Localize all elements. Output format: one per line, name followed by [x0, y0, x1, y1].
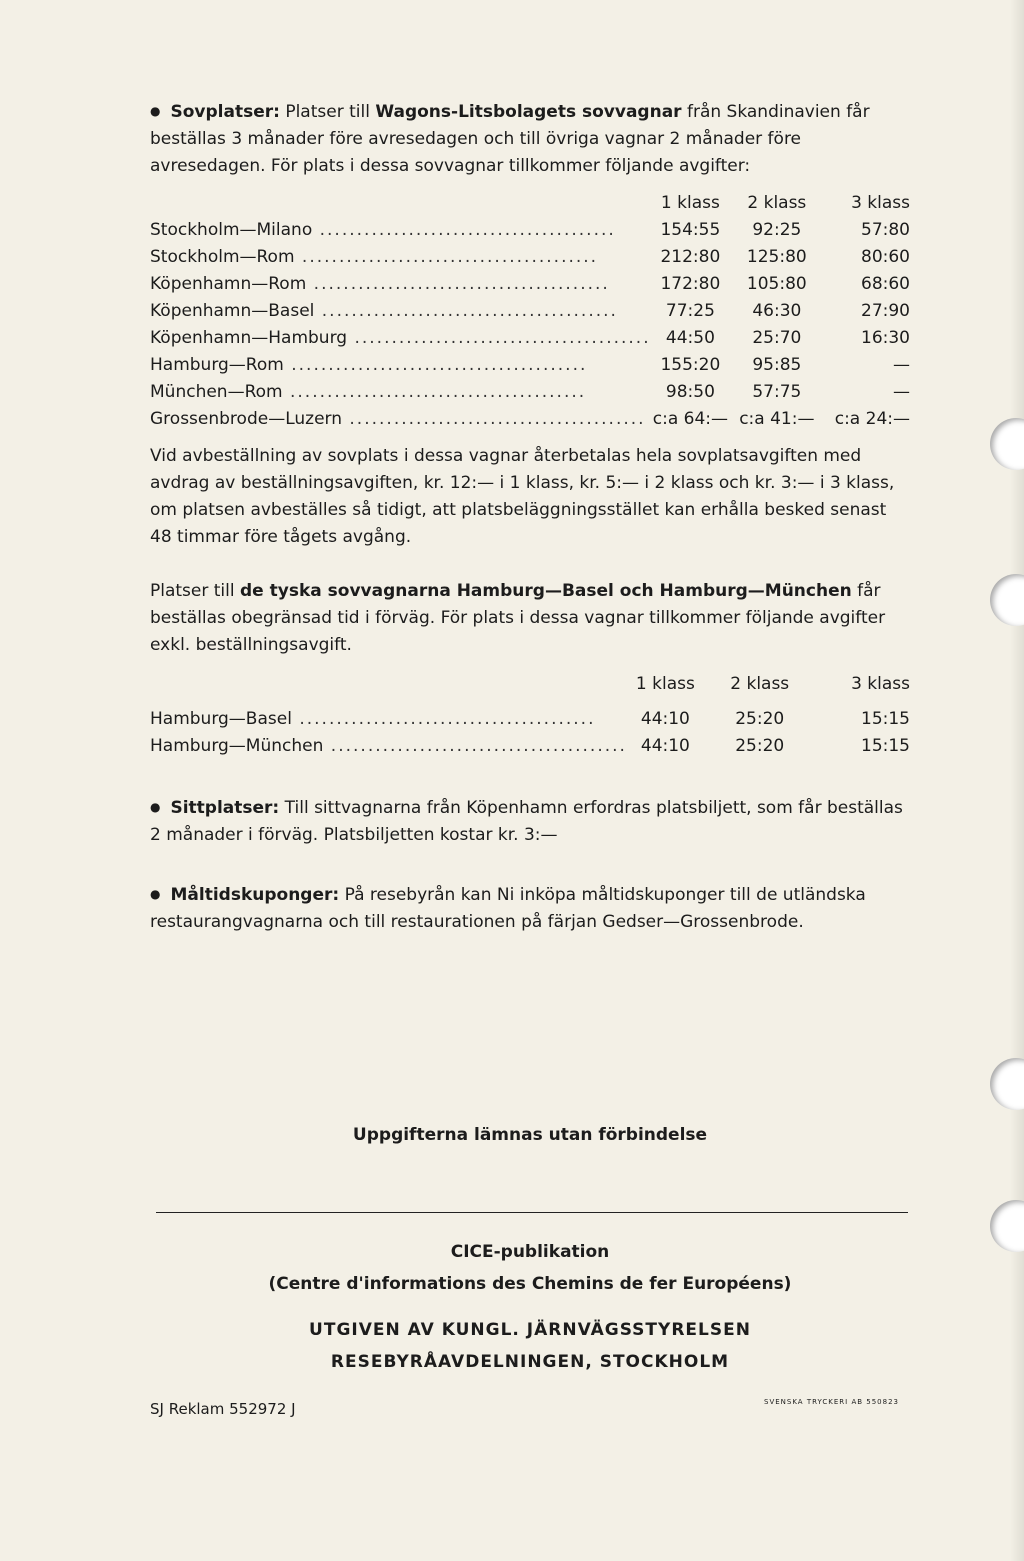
route-name: München—Rom	[150, 382, 283, 402]
table-row	[150, 271, 910, 298]
fee-2-klass: 46:30	[752, 301, 802, 321]
page-edge-shadow	[1010, 0, 1024, 1561]
fee-1-klass: 77:25	[665, 301, 715, 321]
binder-hole	[990, 574, 1024, 626]
sleeping-label: Sovplatser:	[170, 102, 280, 122]
footer-reference: SJ Reklam 552972 J	[150, 1400, 296, 1418]
disclaimer: Uppgifterna lämnas utan förbindelse	[352, 1125, 708, 1145]
fee-2-klass: 105:80	[746, 274, 807, 294]
header-1-klass: 1 klass	[660, 193, 720, 213]
meals-label: Måltidskuponger:	[170, 885, 340, 905]
route-name: Köpenhamn—Hamburg	[150, 328, 348, 348]
bullet-icon: ●	[150, 887, 161, 901]
table-row	[150, 244, 910, 271]
divider-line	[156, 1212, 908, 1213]
route-name: Stockholm—Milano	[150, 220, 313, 240]
fee-2-klass: c:a 41:—	[739, 409, 815, 429]
fee-1-klass: 172:80	[660, 274, 721, 294]
seats-label: Sittplatser:	[170, 798, 280, 818]
german-text-b: får beställas obegränsad tid i förväg. För plats i dessa vagnar tillkommer följande avgifter exkl. beställningsavgift.	[150, 581, 886, 655]
publisher-line-2: (Centre d'informations des Chemins de fer Européens)	[268, 1274, 792, 1294]
fee-1-klass: 154:55	[660, 220, 721, 240]
fee-1-klass: 98:50	[665, 382, 715, 402]
footer-printer: SVENSKA TRYCKERI AB 550823	[764, 1398, 899, 1406]
route-name: Stockholm—Rom	[150, 247, 295, 267]
fee-2-klass: 25:20	[735, 736, 785, 756]
fee-3-klass: —	[893, 382, 910, 402]
german-bold: de tyska sovvagnarna Hamburg—Basel och Hamburg—München	[240, 581, 852, 601]
header-2-klass: 2 klass	[747, 193, 807, 213]
binder-hole	[990, 1058, 1024, 1110]
fee-3-klass: 57:80	[861, 220, 910, 240]
fee-1-klass: 44:10	[640, 709, 690, 729]
publisher-line-1: CICE-publikation	[450, 1242, 610, 1262]
fee-2-klass: 25:20	[735, 709, 785, 729]
fee-2-klass: 25:70	[752, 328, 802, 348]
sleeping-company: Wagons-Litsbolagets sovvagnar	[375, 102, 682, 122]
german-intro	[150, 578, 910, 659]
table-row	[150, 352, 910, 379]
fee-3-klass: 15:15	[861, 736, 910, 756]
german-text-a: Platser till	[150, 581, 235, 601]
seats-paragraph	[150, 794, 910, 849]
fee-2-klass: 95:85	[752, 355, 802, 375]
leader-dots: ........................................	[347, 328, 651, 348]
sleeping-fee-table	[150, 190, 910, 433]
fee-3-klass: 27:90	[861, 301, 910, 321]
german-fee-table	[150, 671, 910, 760]
seats-text: Till sittvagnarna från Köpenhamn erfordras platsbiljett, som får beställas 2 månader i förväg. Platsbiljetten kostar kr. 3:—	[150, 798, 903, 845]
table-header-row	[150, 671, 910, 698]
fee-1-klass: 44:50	[665, 328, 715, 348]
sleeping-text-a: Platser till	[285, 102, 370, 122]
leader-dots: ........................................	[283, 355, 588, 375]
fee-1-klass: c:a 64:—	[652, 409, 729, 429]
bullet-icon: ●	[150, 104, 161, 118]
leader-dots: ........................................	[342, 409, 646, 429]
table-row	[150, 298, 910, 325]
fee-2-klass: 125:80	[746, 247, 807, 267]
binder-hole	[990, 1200, 1024, 1252]
leader-dots: ........................................	[294, 247, 599, 267]
fee-3-klass: 68:60	[861, 274, 910, 294]
leader-dots: ........................................	[291, 709, 596, 729]
leader-dots: ........................................	[282, 382, 587, 402]
leader-dots: ........................................	[306, 274, 610, 294]
publisher-line-4: RESEBYRÅAVDELNINGEN, STOCKHOLM	[330, 1352, 730, 1372]
fee-1-klass: 212:80	[660, 247, 721, 267]
table-header-row	[150, 190, 910, 217]
publisher-block	[150, 1236, 910, 1378]
leader-dots: ........................................	[312, 220, 616, 240]
sleeping-text-b: från Skandinavien får beställas 3 månader före avresedagen och till övriga vagnar 2 månader före avresedagen. För plats i dessa sovvagnar tillkommer följande avgifter:	[150, 102, 870, 176]
fee-3-klass: 80:60	[861, 247, 910, 267]
route-name: Köpenhamn—Basel	[150, 301, 315, 321]
table-row	[150, 217, 910, 244]
table-row	[150, 406, 910, 433]
route-name: Hamburg—München	[150, 736, 324, 756]
route-name: Hamburg—Basel	[150, 709, 292, 729]
header-3-klass: 3 klass	[851, 674, 910, 694]
fee-3-klass: 16:30	[861, 328, 910, 348]
fee-3-klass: 15:15	[861, 709, 910, 729]
bullet-icon: ●	[150, 800, 161, 814]
route-name: Hamburg—Rom	[150, 355, 284, 375]
table-row	[150, 733, 910, 760]
fee-1-klass: 155:20	[660, 355, 721, 375]
meals-text: På resebyrån kan Ni inköpa måltidskuponger till de utländska restaurangvagnarna och till restaurationen på färjan Gedser—Grossenbrode.	[150, 885, 866, 932]
main-content	[150, 98, 910, 1149]
meals-paragraph	[150, 881, 910, 936]
fee-3-klass: c:a 24:—	[834, 409, 910, 429]
route-name: Köpenhamn—Rom	[150, 274, 307, 294]
table-row	[150, 706, 910, 733]
cancellation-text: Vid avbeställning av sovplats i dessa vagnar återbetalas hela sovplatsavgiften med avdrag av beställningsavgiften, kr. 12:— i 1 klass, kr. 5:— i 2 klass och kr. 3:— i 3 klass, om platsen avbeställes så tidigt, att platsbeläggningsstället kan erhålla besked senast 48 timmar före tågets avgång.	[150, 446, 895, 547]
leader-dots: ........................................	[323, 736, 627, 756]
binder-hole	[990, 418, 1024, 470]
header-1-klass: 1 klass	[635, 674, 695, 694]
route-name: Grossenbrode—Luzern	[150, 409, 342, 429]
header-2-klass: 2 klass	[730, 674, 790, 694]
publisher-line-3: UTGIVEN AV KUNGL. JÄRNVÄGSSTYRELSEN	[309, 1320, 751, 1340]
table-row	[150, 325, 910, 352]
fee-2-klass: 57:75	[752, 382, 802, 402]
sleeping-intro	[150, 98, 910, 180]
header-3-klass: 3 klass	[851, 193, 910, 213]
fee-1-klass: 44:10	[640, 736, 690, 756]
fee-3-klass: —	[893, 355, 910, 375]
fee-2-klass: 92:25	[752, 220, 802, 240]
leader-dots: ........................................	[314, 301, 618, 321]
table-row	[150, 379, 910, 406]
